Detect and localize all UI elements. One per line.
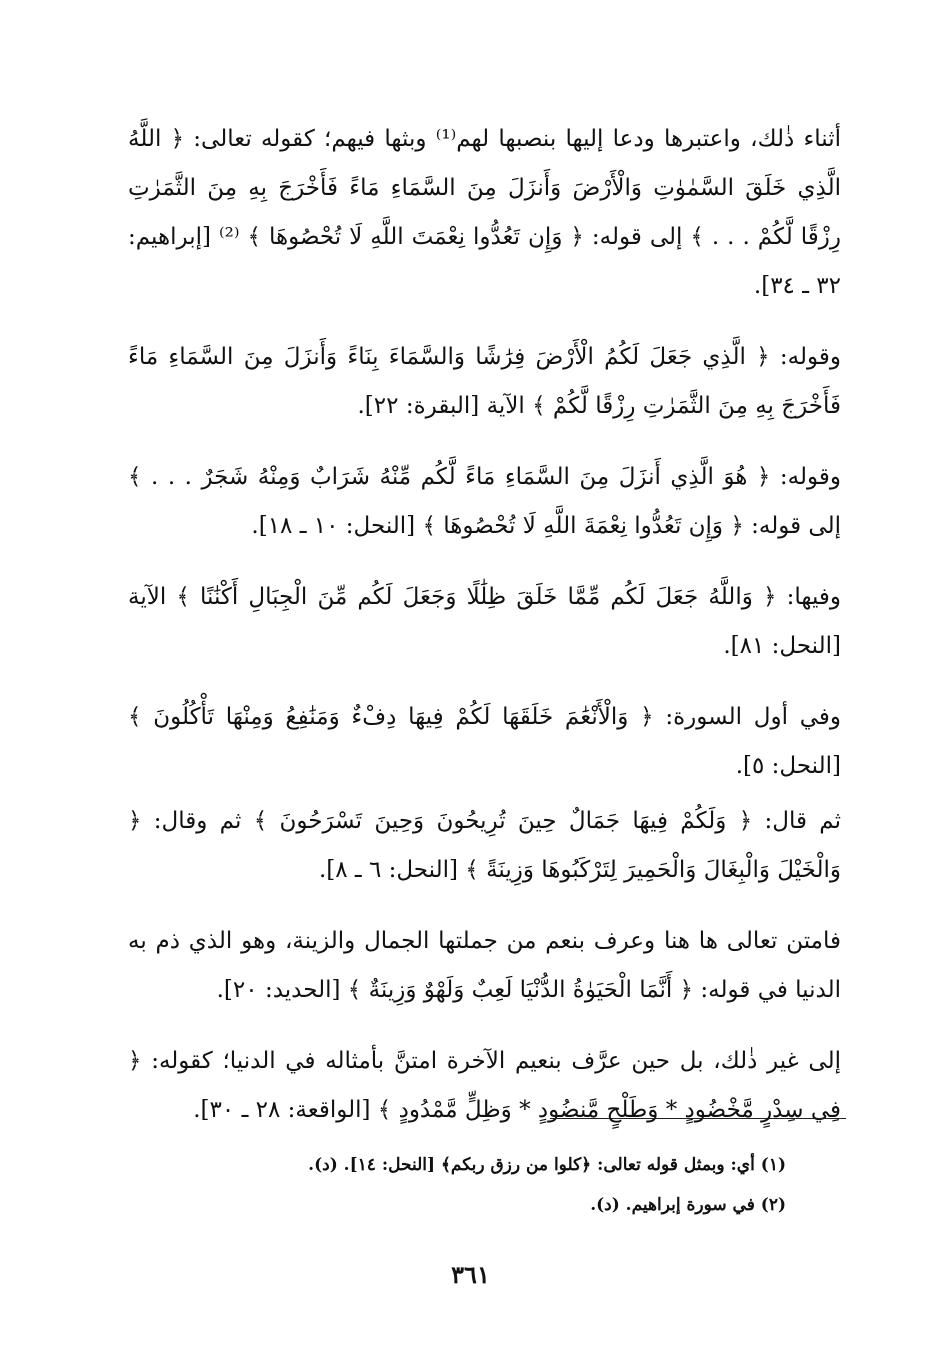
footnotes: [150, 1145, 786, 1225]
footnote-1: (١) أي: وبمثل قوله تعالى: ﴿كلوا من رزق ربكم﴾ [النحل: ١٤]. (د).: [308, 1155, 786, 1175]
paragraph-5: وفي أول السورة: ﴿ وَالْأَنْعَٰمَ خَلَقَهَا لَكُمْ فِيهَا دِفْءٌ وَمَنَٰفِعُ وَمِنْهَا تَأْكُلُونَ ﴾ [النحل: ٥].: [128, 704, 841, 779]
paragraph-1: أثناء ذٰلك، واعتبرها ودعا إليها بنصبها لهم⁽¹⁾ وبثها فيهم؛ كقوله تعالى: ﴿ اللَّهُ الَّذِي خَلَقَ السَّمٰوٰتِ وَالْأَرْضَ وَأَنزَلَ مِنَ السَّمَاءِ مَاءً فَأَخْرَجَ بِهِ مِنَ الثَّمَرٰتِ رِزْقًا لَّكُمْ . . . ﴾ إلى قوله: ﴿ وَإِن تَعُدُّوا نِعْمَتَ اللَّهِ لَا تُحْصُوهَا ﴾ ⁽²⁾ [إبراهيم: ٣٢ ـ ٣٤].: [128, 126, 842, 299]
paragraph-7: فامتن تعالى ها هنا وعرف بنعم من جملتها الجمال والزينة، وهو الذي ذم به الدنيا في قوله: ﴿ أَنَّمَا الْحَيَوٰةُ الدُّنْيَا لَعِبٌ وَلَهْوٌ وَزِينَةٌ ﴾ [الحديد: ٢٠].: [128, 928, 841, 1003]
footnote-divider: [550, 1118, 846, 1119]
footnote-2: (٢) في سورة إبراهيم. (د).: [590, 1195, 786, 1215]
page-number: ٣٦١: [451, 1260, 490, 1289]
paragraph-2: وقوله: ﴿ الَّذِي جَعَلَ لَكُمُ الْأَرْضَ فِرَٰشًا وَالسَّمَاءَ بِنَاءً وَأَنزَلَ مِنَ السَّمَاءِ مَاءً فَأَخْرَجَ بِهِ مِنَ الثَّمَرٰتِ رِزْقًا لَّكُمْ ﴾ الآية [البقرة: ٢٢].: [128, 344, 841, 419]
paragraph-4: وفيها: ﴿ وَاللَّهُ جَعَلَ لَكُم مِّمَّا خَلَقَ ظِلَٰلًا وَجَعَلَ لَكُم مِّنَ الْجِبَالِ أَكْنَٰنًا ﴾ الآية [النحل: ٨١].: [128, 584, 841, 659]
main-text: [128, 115, 841, 1157]
paragraph-6: ثم قال: ﴿ وَلَكُمْ فِيهَا جَمَالٌ حِينَ تُرِيحُونَ وَحِينَ تَسْرَحُونَ ﴾ ثم وقال: ﴿ وَالْخَيْلَ وَالْبِغَالَ وَالْحَمِيرَ لِتَرْكَبُوهَا وَزِينَةً ﴾ [النحل: ٦ ـ ٨].: [128, 808, 841, 883]
paragraph-8: إلى غير ذٰلك، بل حين عرَّف بنعيم الآخرة امتنَّ بأمثاله في الدنيا؛ كقوله: ﴿ فِي سِدْرٍ مَّخْضُودٍ * وَطَلْحٍ مَّنضُودٍ * وَظِلٍّ مَّمْدُودٍ ﴾ [الواقعة: ٢٨ ـ ٣٠].: [128, 1048, 841, 1123]
paragraph-3: وقوله: ﴿ هُوَ الَّذِي أَنزَلَ مِنَ السَّمَاءِ مَاءً لَّكُم مِّنْهُ شَرَابٌ وَمِنْهُ شَجَرٌ . . . ﴾ إلى قوله: ﴿ وَإِن تَعُدُّوا نِعْمَةَ اللَّهِ لَا تُحْصُوهَا ﴾ [النحل: ١٠ ـ ١٨].: [128, 464, 841, 539]
